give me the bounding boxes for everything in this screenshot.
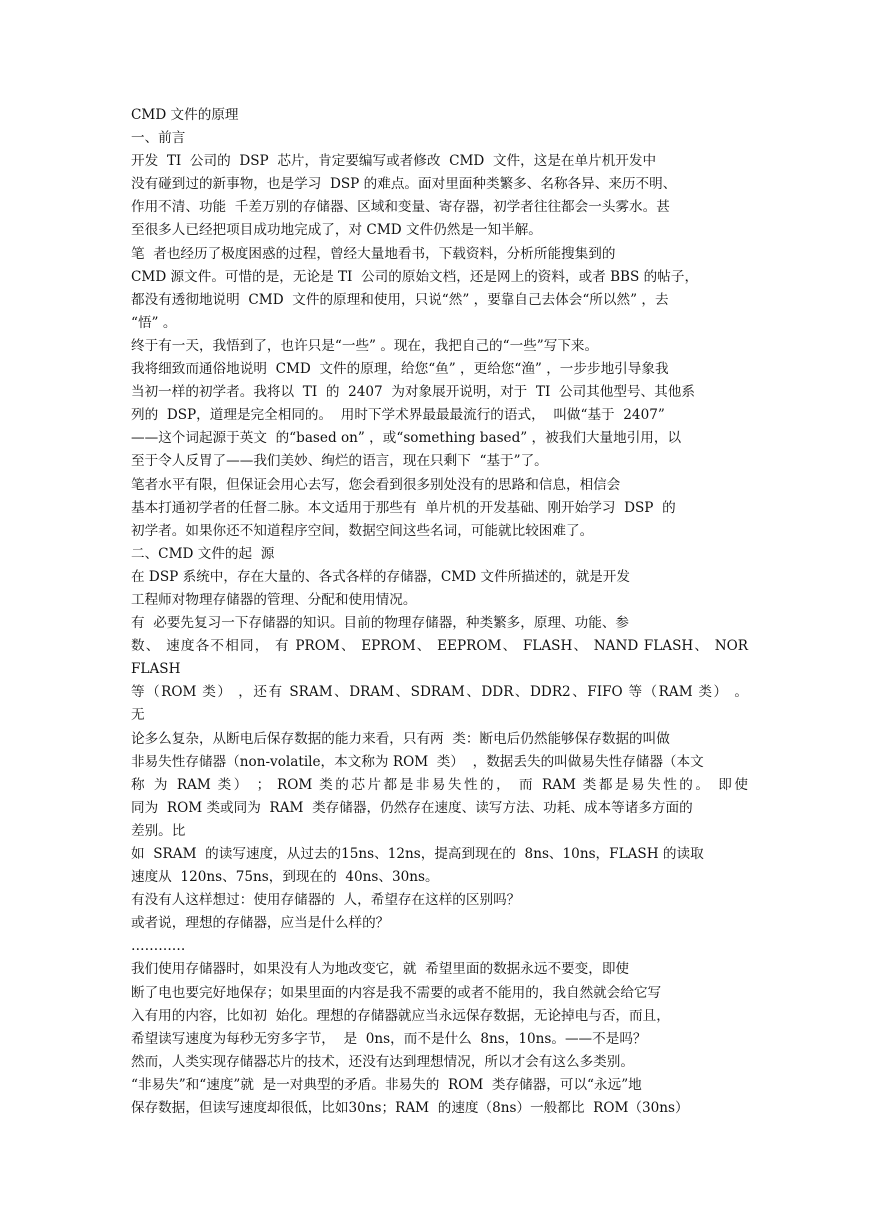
- text-line: 基本打通初学者的任督二脉。本文适用于那些有 单片机的开发基础、刚开始学习 DSP 的: [131, 499, 676, 516]
- text-line: 希望读写速度为每秒无穷多字节， 是 0ns，而不是什么 8ns，10ns。——不是吗？: [131, 1030, 647, 1047]
- document-body: [131, 104, 748, 1120]
- text-line: “悟” 。: [131, 314, 177, 331]
- text-line: 我们使用存储器时，如果没有人为地改变它，就 希望里面的数据永远不要变，即使: [131, 961, 630, 978]
- text-line: 笔 者也经历了极度困惑的过程，曾经大量地看书，下载资料，分析所能搜集到的: [131, 245, 616, 262]
- text-line: 至于令人反胃了——我们美妙、绚烂的语言，现在只剩下 “基于”了。: [131, 453, 548, 470]
- text-line: 等（ROM 类） ，还有 SRAM、DRAM、SDRAM、DDR、DDR2、FIFO 等（RAM 类） 。: [131, 684, 748, 701]
- text-line: ——这个词起源于英文 的“based on” ，或“something based” ，被我们大量地引用，以: [131, 430, 682, 447]
- text-line: 同为 ROM 类或同为 RAM 类存储器，仍然存在速度、读写方法、功耗、成本等诸多方面的: [131, 799, 693, 816]
- text-line: 然而，人类实现存储器芯片的技术，还没有达到理想情况，所以才会有这么多类别。: [131, 1053, 634, 1070]
- text-line: 当初一样的初学者。我将以 TI 的 2407 为对象展开说明，对于 TI 公司其他型号、其他系: [131, 384, 695, 401]
- text-line: 一、前言: [131, 130, 186, 147]
- text-line: 差别。比: [131, 822, 186, 839]
- text-line: 至很多人已经把项目成功地完成了，对 CMD 文件仍然是一知半解。: [131, 222, 542, 239]
- text-line: 在 DSP 系统中，存在大量的、各式各样的存储器，CMD 文件所描述的，就是开发: [131, 568, 630, 585]
- text-line: 终于有一天，我悟到了，也许只是“一些” 。现在，我把自己的“一些”写下来。: [131, 337, 599, 354]
- text-line: …………: [131, 938, 186, 955]
- text-line: 称 为 RAM 类） ； ROM 类的芯片都是非易失性的， 而 RAM 类都是易失性的。 即使: [131, 776, 748, 793]
- text-line: 无: [131, 707, 145, 724]
- text-line: 我将细致而通俗地说明 CMD 文件的原理，给您“鱼” ，更给您“渔” ，一步步地引导象我: [131, 361, 669, 378]
- text-line: 开发 TI 公司的 DSP 芯片，肯定要编写或者修改 CMD 文件，这是在单片机开发中: [131, 153, 657, 170]
- text-line: 有没有人这样想过：使用存储器的 人，希望存在这样的区别吗？: [131, 892, 521, 909]
- text-line: 非易失性存储器（non-volatile，本文称为 ROM 类） ，数据丢失的叫做易失性存储器（本文: [131, 753, 704, 770]
- text-line: 或者说，理想的存储器，应当是什么样的？: [131, 915, 390, 932]
- text-line: 有 必要先复习一下存储器的知识。目前的物理存储器，种类繁多，原理、功能、参: [131, 615, 630, 632]
- text-line: 列的 DSP，道理是完全相同的。 用时下学术界最最最流行的语式， 叫做“基于 2407”: [131, 407, 665, 424]
- text-line: CMD 源文件。可惜的是，无论是 TI 公司的原始文档，还是网上的资料，或者 BBS 的帖子，: [131, 268, 699, 285]
- text-line: 初学者。如果你还不知道程序空间，数据空间这些名词，可能就比较困难了。: [131, 522, 594, 539]
- text-line: 保存数据，但读写速度却很低，比如30ns；RAM 的速度（8ns）一般都比 ROM（30ns）: [131, 1100, 689, 1117]
- text-line: 断了电也要完好地保存；如果里面的内容是我不需要的或者不能用的，我自然就会给它写: [131, 984, 662, 1001]
- text-line: FLASH: [131, 661, 181, 678]
- text-line: 没有碰到过的新事物，也是学习 DSP 的难点。面对里面种类繁多、名称各异、来历不明、: [131, 176, 677, 193]
- text-line: 都没有透彻地说明 CMD 文件的原理和使用，只说“然” ，要靠自己去体会“所以然” ，去: [131, 291, 669, 308]
- text-line: 作用不清、功能 千差万别的存储器、区域和变量、寄存器，初学者往往都会一头雾水。甚: [131, 199, 670, 216]
- document-title: CMD 文件的原理: [131, 107, 239, 123]
- text-line: 论多么复杂，从断电后保存数据的能力来看，只有两 类：断电后仍然能够保存数据的叫做: [131, 730, 670, 747]
- text-line: 速度从 120ns、75ns，到现在的 40ns、30ns。: [131, 869, 439, 886]
- text-line: 二、CMD 文件的起 源: [131, 545, 275, 562]
- text-line: 数、 速度各不相同， 有 PROM、 EPROM、 EEPROM、 FLASH、 NAND FLASH、 NOR: [131, 638, 748, 655]
- text-line: 入有用的内容，比如初 始化。理想的存储器就应当永远保存数据，无论掉电与否，而且，: [131, 1007, 670, 1024]
- text-line: 笔者水平有限，但保证会用心去写，您会看到很多别处没有的思路和信息，相信会: [131, 476, 621, 493]
- text-line: 工程师对物理存储器的管理、分配和使用情况。: [131, 591, 417, 608]
- text-line: “非易失”和“速度”就 是一对典型的矛盾。非易失的 ROM 类存储器，可以“永远”地: [131, 1076, 642, 1093]
- text-line: 如 SRAM 的读写速度，从过去的15ns、12ns，提高到现在的 8ns、10ns，FLASH 的读取: [131, 846, 704, 862]
